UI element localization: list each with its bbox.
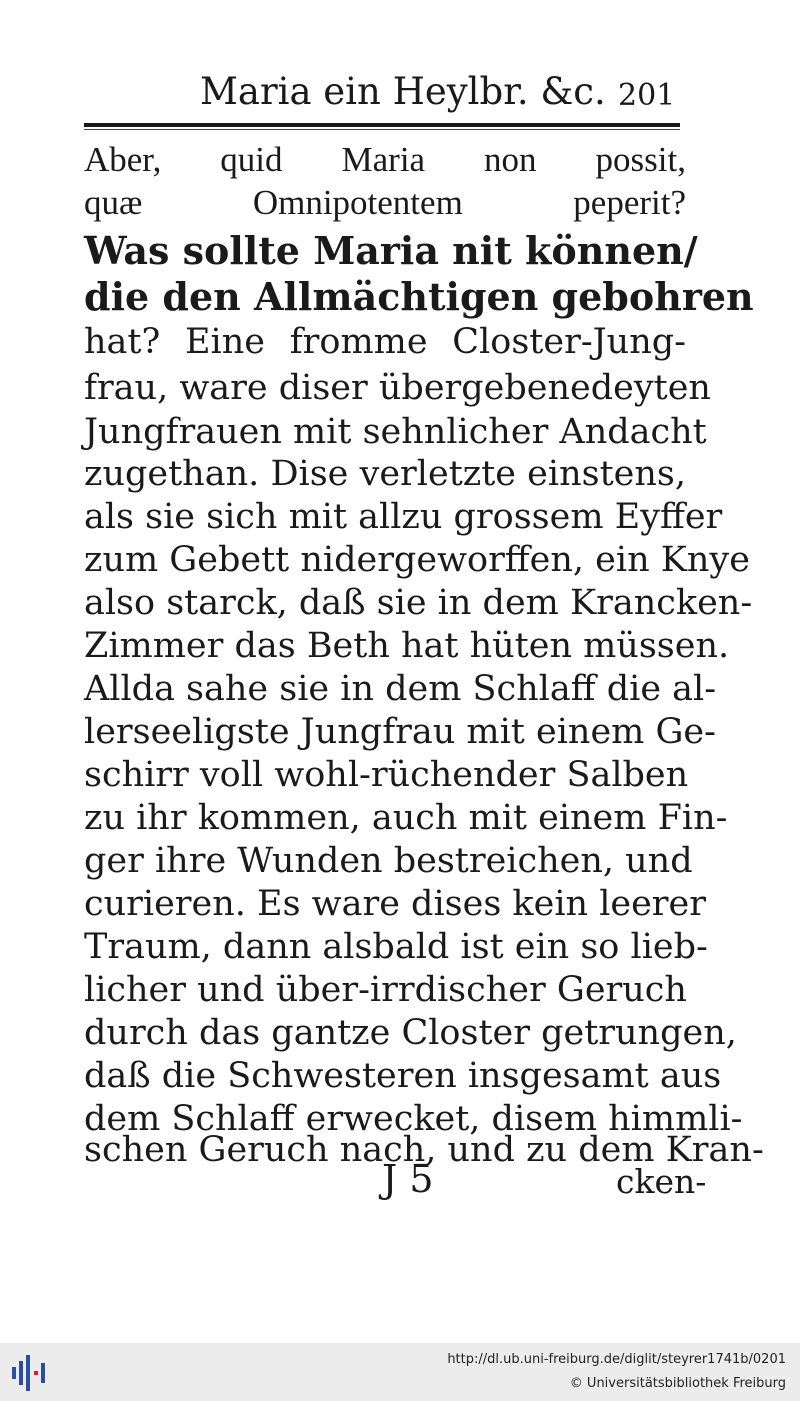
copyright-notice: © Universitätsbibliothek Freiburg [569,1376,786,1391]
body-line-9: als sie sich mit allzu grossem Eyffer [84,497,723,537]
header-rule [84,123,680,127]
body-line-20: licher und über-irrdischer Geruch [84,970,687,1010]
body-line-21: durch das gantze Closter getrungen, [84,1013,737,1053]
body-line-17: ger ihre Wunden bestreichen, und [84,841,693,881]
body-line-22: daß die Schwesteren insgesamt aus [84,1056,722,1096]
body-line-6: frau, ware diser übergebenedeyten [84,368,711,408]
library-logo-icon[interactable] [8,1353,52,1393]
body-line-10: zum Gebett nidergeworffen, ein Knye [84,540,750,580]
body-line-19: Traum, dann alsbald ist ein so lieb- [84,927,708,967]
catchword: cken- [616,1162,707,1201]
page-number: 201 [618,78,676,113]
body-line-24: schen Geruch nach, und zu dem Kran- [84,1130,764,1170]
body-line-14: lerseeligste Jungfrau mit einem Ge- [84,712,716,752]
body-line-12: Zimmer das Beth hat hüten müssen. [84,626,730,666]
footer-bar [0,1343,800,1401]
body-line-11: also starck, daß sie in dem Krancken- [84,583,753,623]
body-line-5: hat? Eine fromme Closter-Jung- [84,322,686,362]
body-line-3: Was sollte Maria nit können/ [84,228,698,273]
body-line-2: quæ Omnipotentem peperit? [84,183,686,222]
body-line-18: curieren. Es ware dises kein leerer [84,884,706,924]
body-line-16: zu ihr kommen, auch mit einem Fin- [84,798,728,838]
body-line-7: Jungfrauen mit sehnlicher Andacht [84,412,707,452]
body-line-13: Allda sahe sie in dem Schlaff die al- [84,669,717,709]
source-url-link[interactable]: http://dl.ub.uni-freiburg.de/diglit/steyrer1741b/0201 [447,1352,786,1367]
body-line-15: schirr voll wohl-rüchender Salben [84,755,689,795]
body-line-8: zugethan. Dise verletzte einstens, [84,454,686,494]
body-line-4: die den Allmächtigen gebohren [84,274,754,319]
header-rule-thin [84,129,680,130]
signature-mark: J 5 [382,1157,434,1201]
body-line-23: dem Schlaff erwecket, disem himmli- [84,1099,743,1139]
body-line-1: Aber, quid Maria non possit, [84,140,686,179]
running-title: Maria ein Heylbr. &c. [200,70,606,113]
